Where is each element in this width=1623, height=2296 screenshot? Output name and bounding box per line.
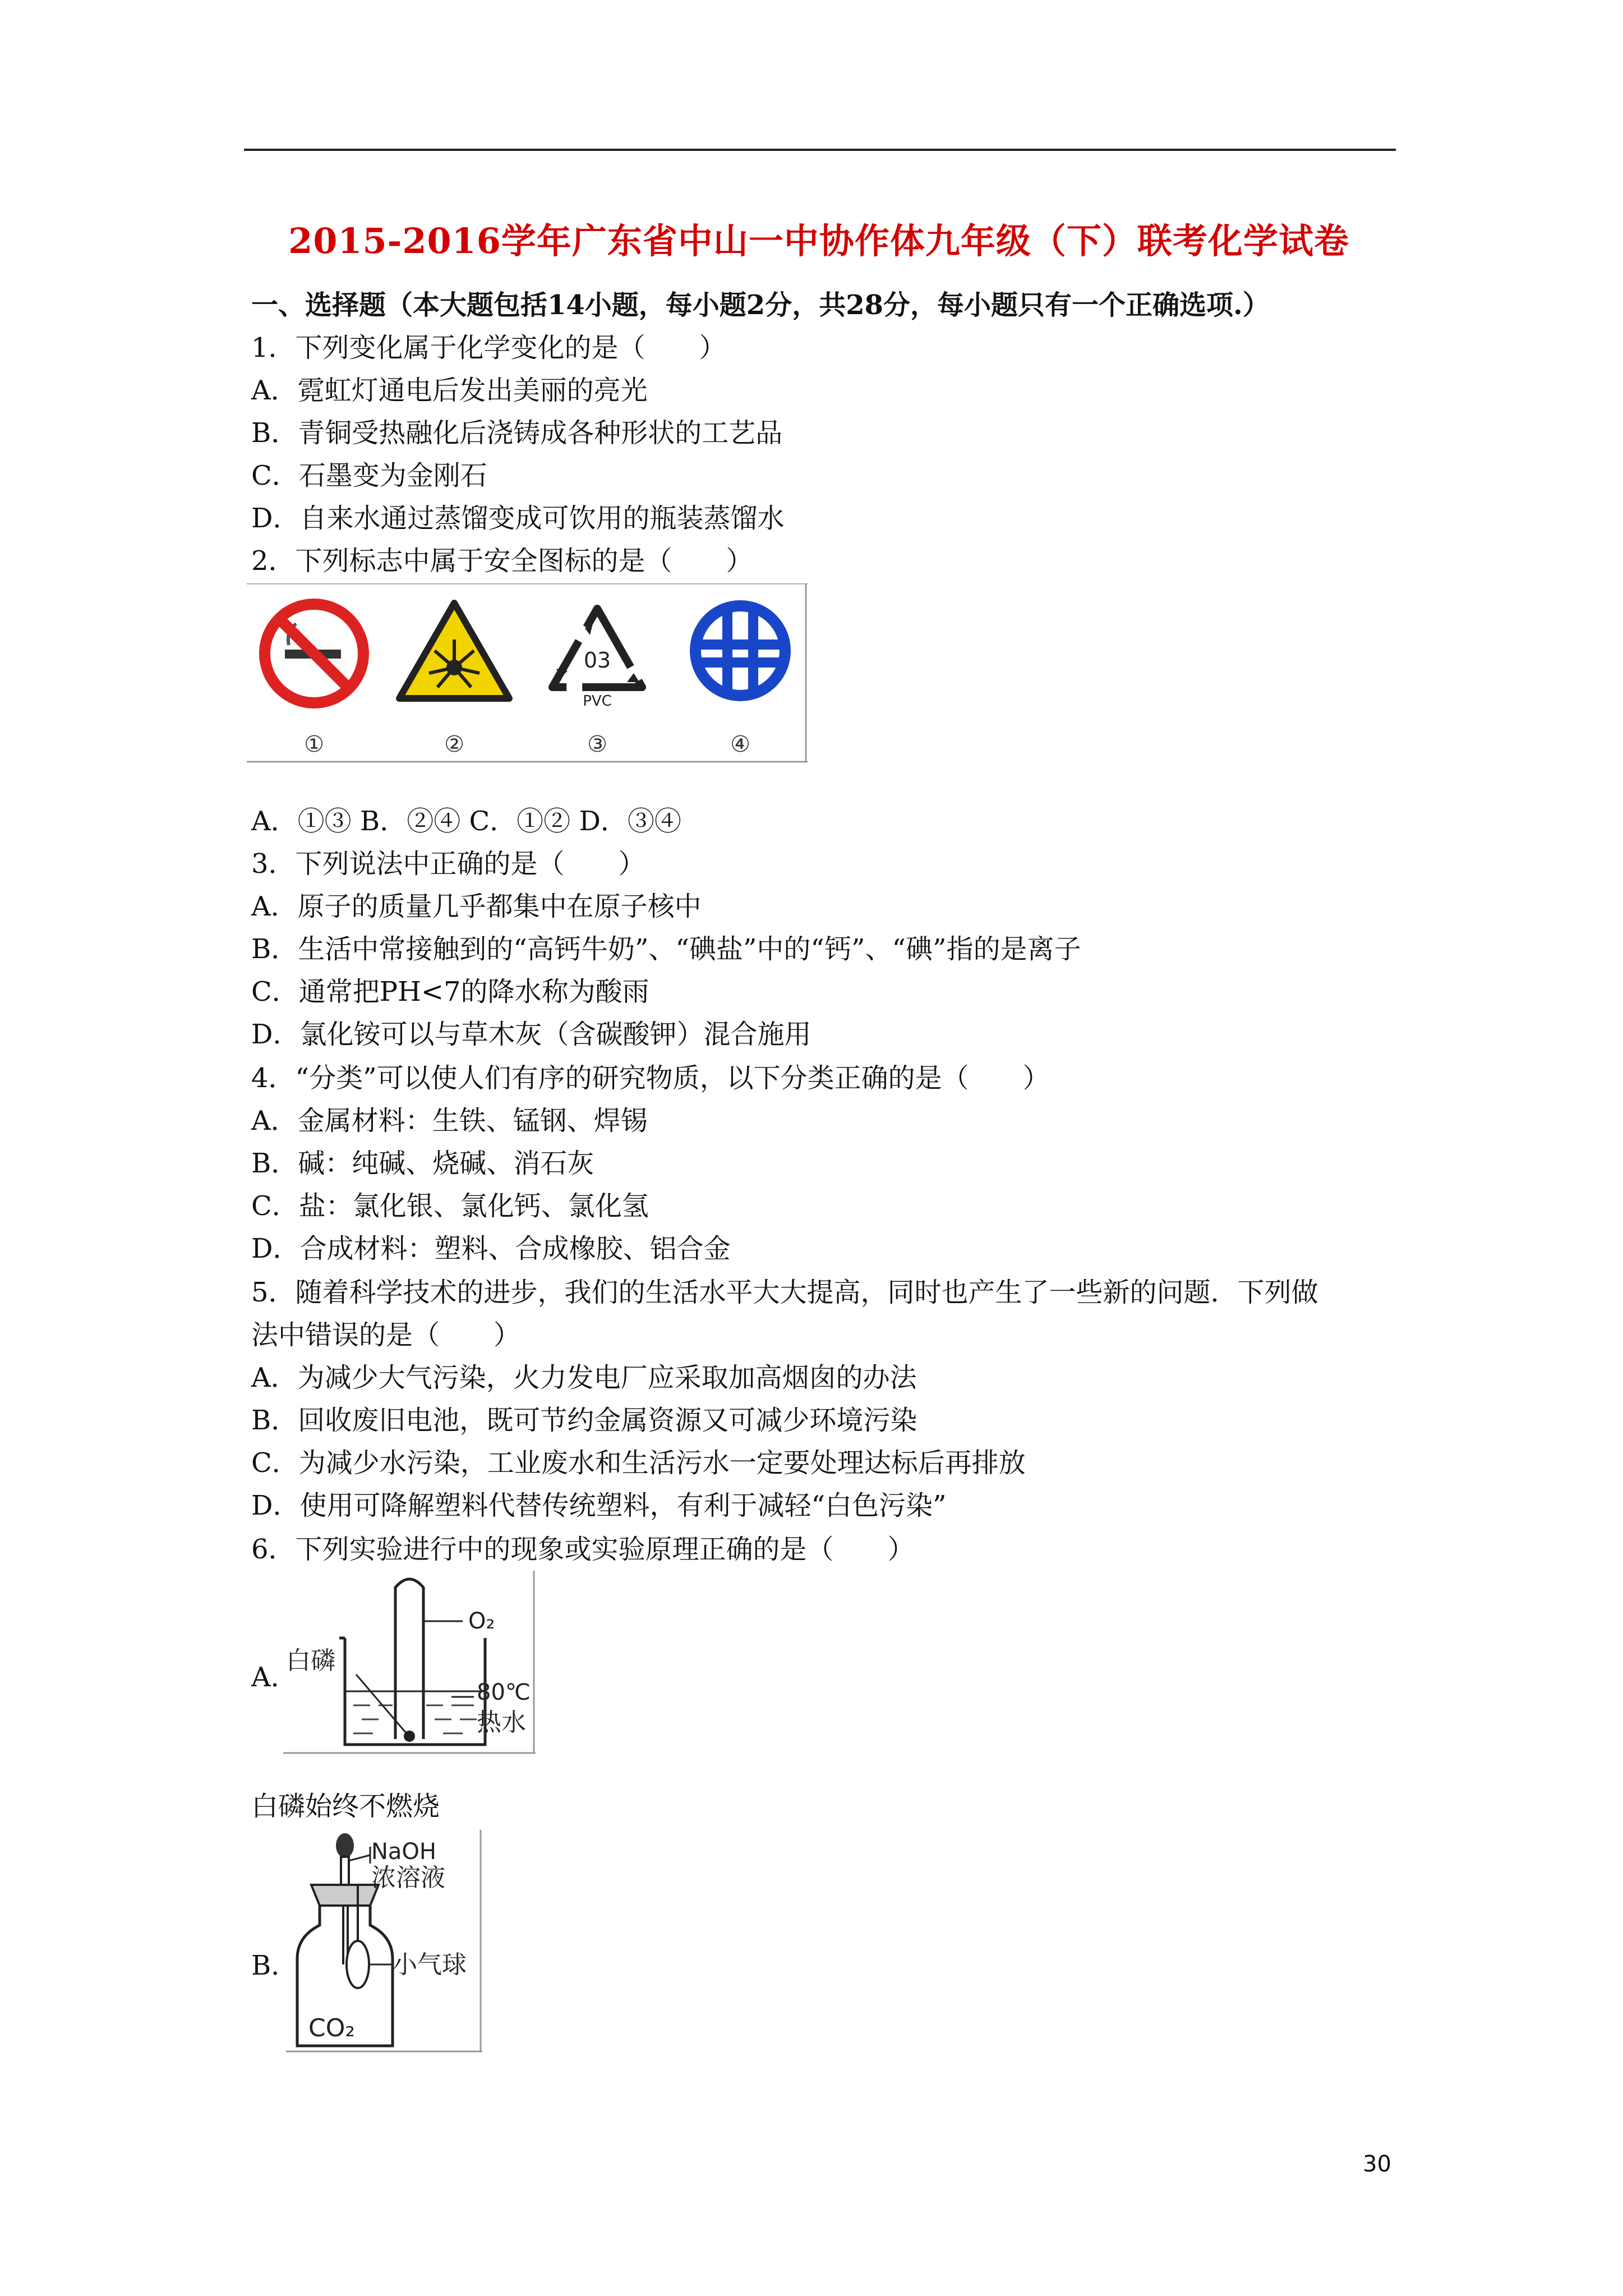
explosive-warning-sign-icon	[399, 603, 509, 698]
q1-option-c: C．石墨变为金刚石	[251, 460, 487, 491]
q2-options: A．①③ B．②④ C．①② D．③④	[251, 806, 681, 837]
sign-label-2: ②	[444, 731, 464, 757]
water-saving-sign-icon	[690, 600, 791, 701]
q5-option-c: C．为减少水污染，工业废水和生活污水一定要处理达标后再排放	[251, 1447, 1026, 1479]
q5-option-a: A．为减少大气污染，火力发电厂应采取加高烟囱的办法	[251, 1362, 917, 1393]
q2-stem: 2．下列标志中属于安全图标的是（ ）	[251, 545, 753, 577]
q5-stem-line1: 5．随着科学技术的进步，我们的生活水平大大提高，同时也产生了一些新的问题．下列做	[251, 1277, 1318, 1308]
page-number: 30	[1363, 2151, 1391, 2177]
recycle-material: PVC	[583, 693, 612, 710]
white-phosphorus-label: 白磷	[286, 1646, 335, 1675]
co2-naoh-balloon-figure	[286, 1830, 482, 2054]
balloon-label: 小气球	[393, 1950, 467, 1979]
q3-option-b: B．生活中常接触到的“高钙牛奶”、“碘盐”中的“钙”、“碘”指的是离子	[251, 933, 1081, 965]
sign-label-3: ③	[587, 731, 607, 757]
temperature-label: 80℃	[477, 1680, 531, 1705]
safety-signs-figure	[247, 583, 808, 763]
header-rule	[244, 149, 1396, 151]
q1-option-a: A．霓虹灯通电后发出美丽的亮光	[251, 375, 648, 406]
page-title: 2015-2016学年广东省中山一中协作体九年级（下）联考化学试卷	[288, 220, 1349, 261]
section-heading: 一、选择题（本大题包括14小题，每小题2分，共28分，每小题只有一个正确选项.）	[251, 289, 1270, 321]
concentrated-solution-label: 浓溶液	[371, 1864, 445, 1892]
q5-option-b: B．回收废旧电池，既可节约金属资源又可减少环境污染	[251, 1405, 917, 1436]
white-phosphorus-experiment-figure	[283, 1571, 536, 1756]
recycling-pvc-symbol-icon	[552, 609, 642, 710]
o2-label: O₂	[468, 1608, 495, 1634]
q6-option-a-caption: 白磷始终不燃烧	[251, 1791, 440, 1822]
sign-label-1: ①	[304, 731, 324, 757]
q5-stem-line2: 法中错误的是（ ）	[251, 1319, 521, 1351]
hot-water-label: 热水	[477, 1708, 526, 1737]
no-smoking-sign-icon	[265, 604, 363, 703]
q4-option-d: D．合成材料：塑料、合成橡胶、铝合金	[251, 1233, 731, 1264]
q1-option-d: D．自来水通过蒸馏变成可饮用的瓶装蒸馏水	[251, 503, 785, 534]
q4-option-b: B．碱：纯碱、烧碱、消石灰	[251, 1148, 594, 1179]
naoh-label: NaOH	[371, 1839, 436, 1865]
q4-option-c: C．盐：氯化银、氯化钙、氯化氢	[251, 1190, 649, 1222]
q5-option-d: D．使用可降解塑料代替传统塑料，有利于减轻“白色污染”	[251, 1490, 947, 1521]
sign-label-4: ④	[730, 731, 750, 757]
q4-stem: 4．“分类”可以使人们有序的研究物质，以下分类正确的是（ ）	[251, 1062, 1050, 1094]
q3-stem: 3．下列说法中正确的是（ ）	[251, 848, 645, 880]
q3-option-c: C．通常把PH<7的降水称为酸雨	[251, 976, 649, 1007]
q6-stem: 6．下列实验进行中的现象或实验原理正确的是（ ）	[251, 1534, 915, 1565]
q6-option-a-label: A．	[251, 1662, 298, 1693]
q4-option-a: A．金属材料：生铁、锰钢、焊锡	[251, 1105, 648, 1137]
recycle-code: 03	[583, 648, 611, 673]
q3-option-a: A．原子的质量几乎都集中在原子核中	[251, 891, 702, 922]
q1-option-b: B．青铜受热融化后浇铸成各种形状的工艺品	[251, 417, 783, 449]
q3-option-d: D．氯化铵可以与草木灰（含碳酸钾）混合施用	[251, 1019, 811, 1050]
q6-option-b-label: B．	[251, 1950, 298, 1981]
q1-stem: 1．下列变化属于化学变化的是（ ）	[251, 332, 726, 364]
co2-label: CO₂	[308, 2014, 355, 2042]
